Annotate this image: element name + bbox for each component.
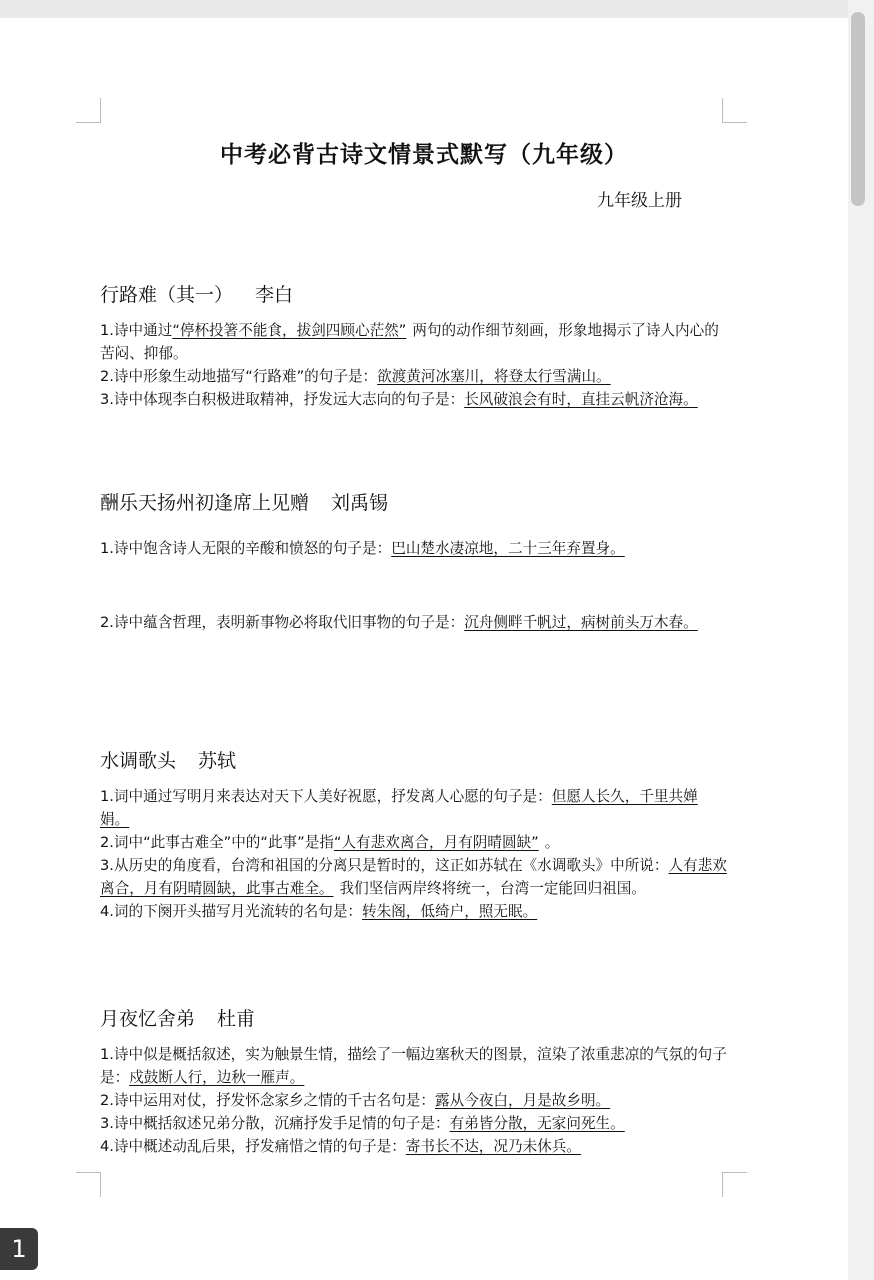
question-text: 3.诗中体现李白积极进取精神，抒发远大志向的句子是： <box>100 391 465 408</box>
answer-text: 有弟皆分散，无家问死生。 <box>449 1115 625 1132</box>
question-item <box>100 1089 730 1112</box>
question-text: 4.诗中概述动乱后果，抒发痛惜之情的句子是： <box>100 1138 406 1155</box>
question-item <box>100 388 730 411</box>
poem-title: 水调歌头 <box>100 750 177 772</box>
poem-author: 苏轼 <box>198 750 237 772</box>
question-text: 4.词的下阕开头描写月光流转的名句是： <box>100 903 363 920</box>
answer-text: 欲渡黄河冰塞川，将登太行雪满山。 <box>377 368 611 385</box>
section-title <box>100 488 730 515</box>
question-item <box>100 1112 730 1135</box>
question-text: 2.诗中蕴含哲理，表明新事物必将取代旧事物的句子是： <box>100 614 465 631</box>
crop-mark-bottom-right <box>722 1172 747 1197</box>
question-text: 2.诗中形象生动地描写“行路难”的句子是： <box>100 368 378 385</box>
question-item <box>100 785 730 831</box>
section-title <box>100 1004 730 1031</box>
grade-label: 九年级上册 <box>597 191 682 211</box>
poem-author: 杜甫 <box>217 1008 256 1030</box>
question-text-after: 我们坚信两岸终将统一，台湾一定能回归祖国。 <box>339 880 646 897</box>
poem-title: 行路难（其一） <box>100 284 234 306</box>
scrollbar-thumb[interactable] <box>851 12 865 206</box>
poem-author: 李白 <box>255 284 294 306</box>
section-title <box>100 746 730 773</box>
section-title <box>100 280 730 307</box>
section-choulexian <box>100 488 730 646</box>
answer-text: 露从今夜白，月是故乡明。 <box>435 1092 611 1109</box>
question-item <box>100 1135 730 1158</box>
poem-title: 月夜忆舍弟 <box>100 1008 196 1030</box>
question-text: 2.诗中运用对仗，抒发怀念家乡之情的千古名句是： <box>100 1092 435 1109</box>
question-item <box>100 900 730 923</box>
question-text: 2.词中“此事古难全”中的“此事”是指 <box>100 834 334 851</box>
question-item <box>100 600 730 646</box>
document-title: 中考必背古诗文情景式默写（九年级） <box>220 142 628 168</box>
crop-mark-top-right <box>722 98 747 123</box>
section-yueyeyisheди <box>100 1004 730 1158</box>
question-item <box>100 1043 730 1089</box>
poem-author: 刘禹锡 <box>331 492 389 514</box>
page-number-badge[interactable]: 1 <box>0 1228 38 1270</box>
answer-text: 长风破浪会有时，直挂云帆济沧海。 <box>464 391 698 408</box>
answer-text: “停杯投箸不能食，拔剑四顾心茫然” <box>172 322 407 339</box>
question-item <box>100 537 730 560</box>
question-text: 3.诗中概括叙述兄弟分散，沉痛抒发手足情的句子是： <box>100 1115 450 1132</box>
section-shuidiaogetou <box>100 746 730 923</box>
answer-text: 但愿人长久，千里共婵娟。 <box>100 788 698 828</box>
answer-text: 寄书长不达，况乃未休兵。 <box>405 1138 581 1155</box>
question-text: 1.诗中似是概括叙述，实为触景生情，描绘了一幅边塞秋天的图景，渲染了浓重悲凉的气氛的句子是： <box>100 1046 727 1086</box>
answer-text: “人有悲欢离合，月有阴晴圆缺” <box>333 834 539 851</box>
question-text-after: 两句的动作细节刻画，形象地揭示了诗人内心的苦闷、抑郁。 <box>100 322 719 362</box>
poem-title: 酬乐天扬州初逢席上见赠 <box>100 492 310 514</box>
question-text: 3.从历史的角度看，台湾和祖国的分离只是暂时的，这正如苏轼在《水调歌头》中所说： <box>100 857 669 874</box>
answer-text: 转朱阁，低绮户，照无眠。 <box>362 903 538 920</box>
question-item <box>100 854 730 900</box>
crop-mark-bottom-left <box>76 1172 101 1197</box>
answer-text: 人有悲欢离合，月有阴晴圆缺，此事古难全。 <box>100 857 727 897</box>
answer-text: 戍鼓断人行，边秋一雁声。 <box>129 1069 305 1086</box>
answer-text: 巴山楚水凄凉地，二十三年弃置身。 <box>391 540 625 557</box>
question-item <box>100 319 730 365</box>
question-item <box>100 831 730 854</box>
crop-mark-top-left <box>76 98 101 123</box>
question-text: 1.诗中通过 <box>100 322 173 339</box>
question-text: 1.词中通过写明月来表达对天下人美好祝愿，抒发离人心愿的句子是： <box>100 788 552 805</box>
question-text-after: 。 <box>544 834 560 851</box>
question-text: 1.诗中饱含诗人无限的辛酸和愤怒的句子是： <box>100 540 392 557</box>
question-item <box>100 365 730 388</box>
section-xinglunan <box>100 280 730 411</box>
answer-text: 沉舟侧畔千帆过，病树前头万木春。 <box>464 614 698 631</box>
